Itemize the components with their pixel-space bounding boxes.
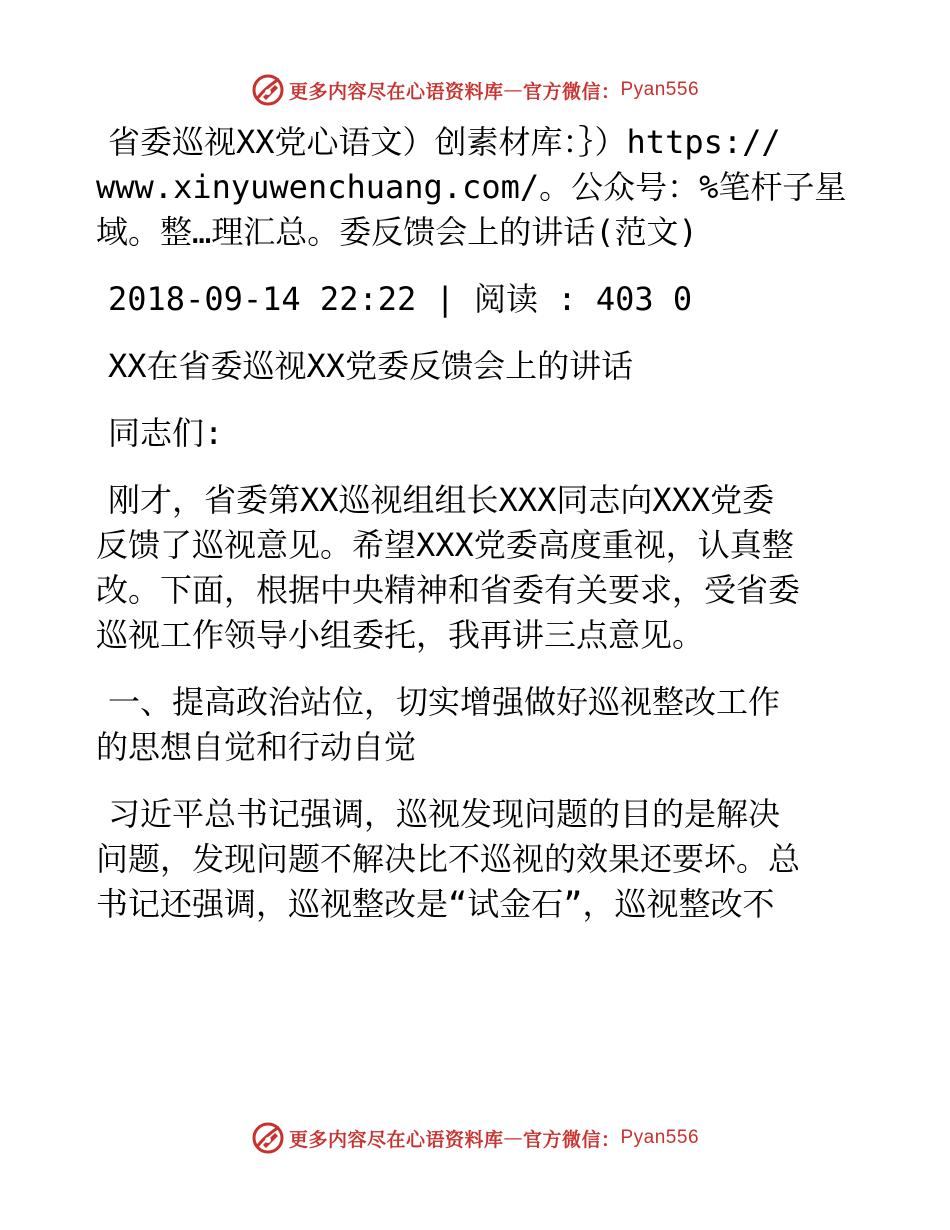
banner-wechat-id: Pyan556 [620, 79, 700, 100]
pen-seal-logo-icon [251, 1121, 285, 1155]
paragraph-line: 改。下面，根据中央精神和省委有关要求，受省委 [96, 571, 801, 609]
pen-seal-logo-icon [251, 73, 285, 107]
section-line: 的思想自觉和行动自觉 [96, 728, 417, 766]
document-title [96, 120, 856, 255]
salutation-line: 同志们: [108, 414, 224, 452]
header-banner [0, 70, 950, 110]
speech-heading [96, 344, 856, 389]
paragraph-line: 书记还强调，巡视整改是“试金石”，巡视整改不 [96, 885, 775, 923]
title-line: 省委巡视XX党心语文）创素材库：｝）https:// [108, 123, 781, 161]
banner-wechat-label: 官方微信： [522, 1128, 621, 1151]
title-line: 域。整…理汇总。委反馈会上的讲话(范文) [96, 213, 698, 251]
document-body [96, 120, 856, 949]
salutation [96, 411, 856, 456]
paragraph-line: 反馈了巡视意见。希望XXX党委高度重视，认真整 [96, 526, 794, 564]
banner-wechat-id: Pyan556 [620, 1127, 700, 1148]
footer-banner [0, 1118, 950, 1158]
banner-main-text: 更多内容尽在心语资料库 [288, 80, 504, 103]
section-1-heading [96, 680, 856, 770]
banner-main-text: 更多内容尽在心语资料库 [288, 1128, 504, 1151]
paragraph-line: 巡视工作领导小组委托，我再讲三点意见。 [96, 616, 705, 654]
section-line: 一、提高政治站位，切实增强做好巡视整改工作 [108, 683, 781, 721]
banner-dash: — [503, 79, 523, 101]
meta-line: 2018-09-14 22:22 | 阅读 : 403 0 [108, 280, 693, 318]
heading-line: XX在省委巡视XX党委反馈会上的讲话 [108, 347, 634, 385]
document-meta [96, 277, 856, 322]
banner-dash: — [503, 1127, 523, 1149]
paragraph-line: 刚才，省委第XX巡视组组长XXX同志向XXX党委 [108, 481, 775, 519]
title-line: www.xinyuwenchuang.com/。公众号：%笔杆子星 [96, 168, 847, 206]
paragraph-2 [96, 792, 856, 927]
paragraph-line: 问题，发现问题不解决比不巡视的效果还要坏。总 [96, 840, 801, 878]
paragraph-line: 习近平总书记强调，巡视发现问题的目的是解决 [108, 795, 781, 833]
paragraph-1 [96, 478, 856, 658]
banner-wechat-label: 官方微信： [522, 80, 621, 103]
